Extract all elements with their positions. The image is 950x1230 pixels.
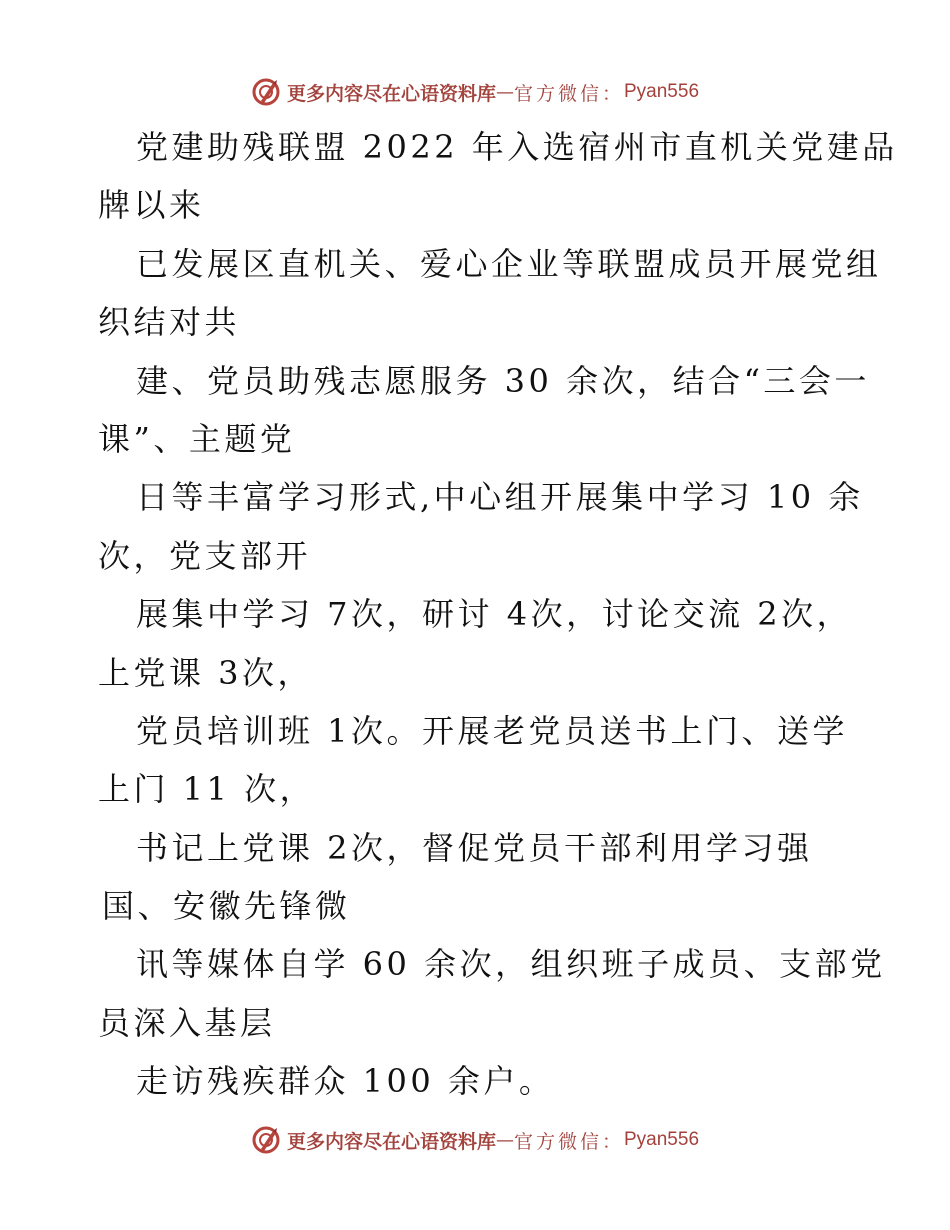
body-line: 上党课 3次， (98, 653, 314, 692)
body-line: 国、安徽先锋微 (102, 887, 351, 926)
body-line: 员深入基层 (98, 1003, 276, 1042)
body-line: 织结对共 (98, 303, 241, 342)
body-line: 走访残疾群众 100 余户。 (136, 1062, 555, 1101)
body-line: 党建助残联盟 2022 年入选宿州市直机关党建品 (136, 128, 898, 166)
watermark-dash: — (495, 1129, 514, 1151)
watermark-dash: — (495, 81, 514, 103)
body-line: 讯等媒体自学 60 余次，组织班子成员、支部党 (136, 945, 886, 984)
watermark-wechat-id: Pyan556 (624, 81, 700, 102)
body-line: 建、党员助残志愿服务 30 余次，结合“三会一 (136, 361, 870, 400)
body-line: 日等丰富学习形式,中心组开展集中学习 10 余 (136, 478, 864, 517)
header-watermark (0, 72, 950, 112)
body-line: 已发展区直机关、爱心企业等联盟成员开展党组 (136, 244, 882, 283)
body-line: 党员培训班 1次。开展老党员送书上门、送学 (136, 711, 849, 750)
watermark-title: 更多内容尽在心语资料库 (286, 82, 496, 105)
body-line: 展集中学习 7次，研讨 4次，讨论交流 2次， (136, 595, 853, 634)
body-line: 次，党支部开 (98, 536, 312, 575)
pen-logo-icon (251, 1125, 281, 1155)
watermark-wechat-id: Pyan556 (624, 1129, 700, 1150)
watermark-official-label: 官方微信： (513, 1130, 624, 1153)
footer-watermark (0, 1120, 950, 1160)
body-line: 书记上党课 2次，督促党员干部利用学习强 (136, 828, 813, 867)
document-body (98, 118, 898, 1111)
watermark-title: 更多内容尽在心语资料库 (286, 1130, 496, 1153)
body-line: 牌以来 (98, 186, 205, 225)
body-line: 上门 11 次， (98, 770, 316, 809)
pen-logo-icon (251, 77, 281, 107)
body-line: 课”、主题党 (98, 419, 296, 458)
watermark-official-label: 官方微信： (513, 82, 624, 105)
